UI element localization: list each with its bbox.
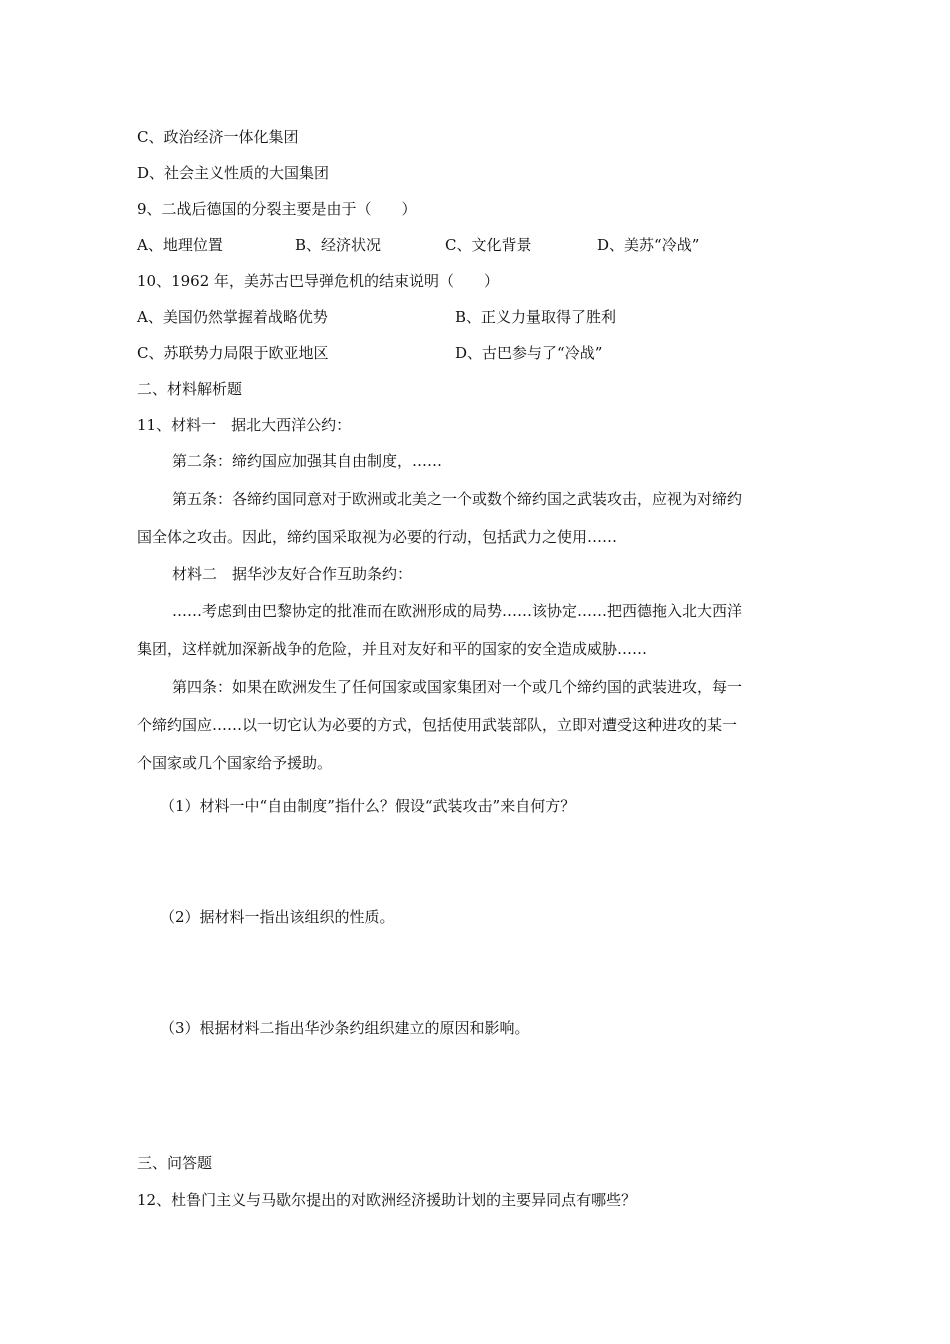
q11-subquestion-2: （2）据材料一指出该组织的性质。 bbox=[160, 908, 395, 926]
q11-subquestion-1: （1）材料一中“自由制度”指什么？假设“武装攻击”来自何方？ bbox=[160, 797, 576, 815]
q10-option-a: A、美国仍然掌握着战略优势 bbox=[137, 308, 328, 326]
q10-option-b: B、正义力量取得了胜利 bbox=[455, 308, 617, 326]
material2-article4-line3: 个国家或几个国家给予援助。 bbox=[137, 754, 333, 772]
q8-option-c: C、政治经济一体化集团 bbox=[137, 128, 299, 146]
q10-option-d: D、古巴参与了“冷战” bbox=[455, 344, 603, 362]
material2-heading: 材料二 据华沙友好合作互助条约： bbox=[172, 565, 413, 583]
material1-article2: 第二条：缔约国应加强其自由制度，…… bbox=[172, 452, 443, 470]
q8-option-d: D、社会主义性质的大国集团 bbox=[137, 164, 330, 182]
q9-option-d: D、美苏“冷战” bbox=[597, 236, 700, 254]
material1-article5-line2: 国全体之攻击。因此，缔约国采取视为必要的行动，包括武力之使用…… bbox=[137, 528, 618, 546]
q10-stem: 10、1962 年，美苏古巴导弹危机的结束说明（ ） bbox=[137, 272, 500, 290]
q11-heading: 11、材料一 据北大西洋公约： bbox=[137, 416, 352, 434]
material2-para1-line1: ……考虑到由巴黎协定的批准而在欧洲形成的局势……该协定……把西德拖入北大西洋 bbox=[172, 602, 743, 620]
q9-option-b: B、经济状况 bbox=[295, 236, 382, 254]
section3-title: 三、问答题 bbox=[137, 1154, 213, 1172]
q11-subquestion-3: （3）根据材料二指出华沙条约组织建立的原因和影响。 bbox=[160, 1019, 530, 1037]
material2-article4-line2: 个缔约国应……以一切它认为必要的方式，包括使用武装部队，立即对遭受这种进攻的某一 bbox=[137, 716, 738, 734]
q9-option-a: A、地理位置 bbox=[137, 236, 223, 254]
material2-article4-line1: 第四条：如果在欧洲发生了任何国家或国家集团对一个或几个缔约国的武装进攻，每一 bbox=[172, 678, 743, 696]
section2-title: 二、材料解析题 bbox=[137, 380, 243, 398]
material2-para1-line2: 集团，这样就加深新战争的危险，并且对友好和平的国家的安全造成威胁…… bbox=[137, 640, 648, 658]
q9-stem: 9、二战后德国的分裂主要是由于（ ） bbox=[137, 200, 417, 218]
q12-stem: 12、杜鲁门主义与马歇尔提出的对欧洲经济援助计划的主要异同点有哪些？ bbox=[137, 1191, 637, 1209]
material1-article5-line1: 第五条：各缔约国同意对于欧洲或北美之一个或数个缔约国之武装攻击，应视为对缔约 bbox=[172, 490, 743, 508]
q10-option-c: C、苏联势力局限于欧亚地区 bbox=[137, 344, 329, 362]
q9-option-c: C、文化背景 bbox=[445, 236, 532, 254]
